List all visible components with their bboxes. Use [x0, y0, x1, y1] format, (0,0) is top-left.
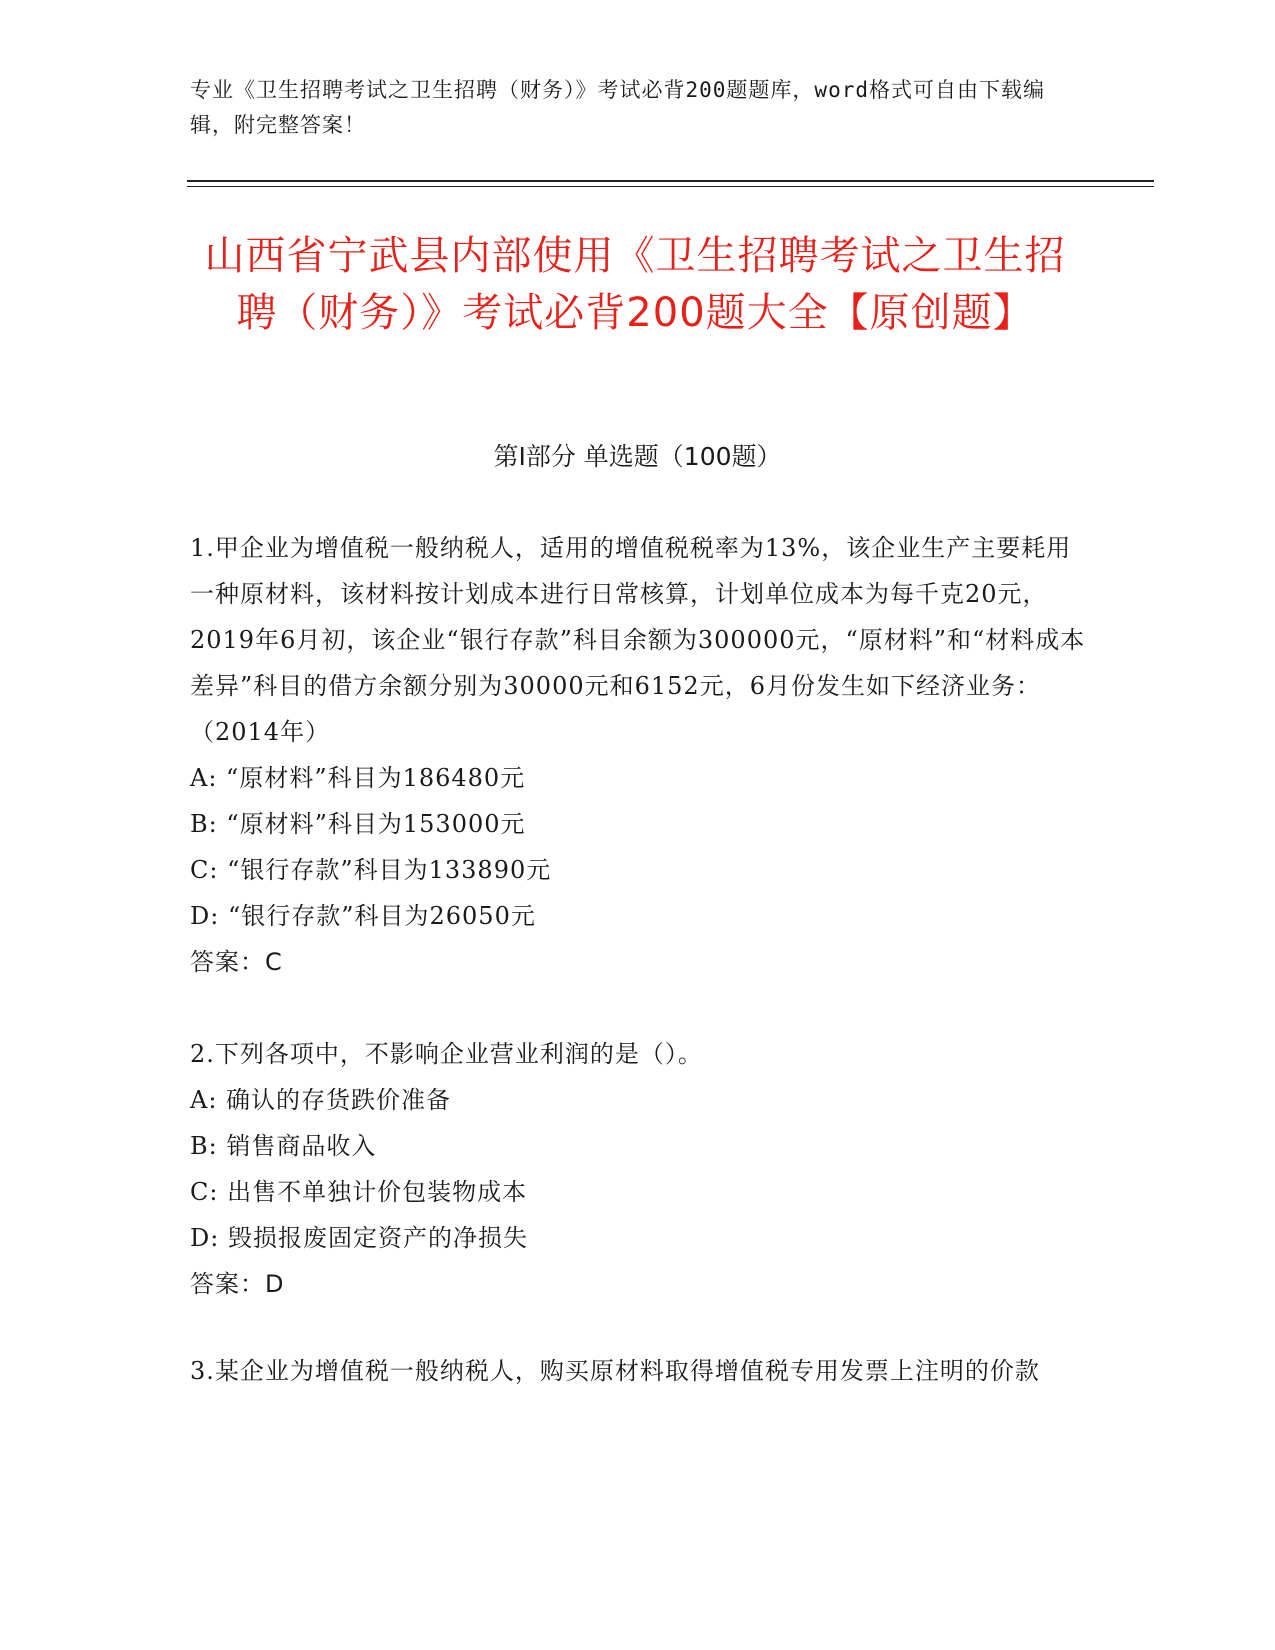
answer: 答案：D [190, 1270, 285, 1298]
option-d: D: “银行存款”科目为26050元 [190, 902, 536, 930]
answer: 答案：C [190, 948, 283, 976]
option-c: C: 出售不单独计价包装物成本 [190, 1178, 528, 1206]
question-3 [190, 1348, 1090, 1394]
section-heading: 第I部分 单选题（100题） [493, 442, 782, 471]
option-b: B: “原材料”科目为153000元 [190, 810, 526, 838]
header-divider-thick [187, 180, 1154, 182]
question-stem: 2.下列各项中，不影响企业营业利润的是（）。 [190, 1040, 703, 1068]
option-a: A: “原材料”科目为186480元 [190, 764, 526, 792]
option-d: D: 毁损报废固定资产的净损失 [190, 1224, 528, 1252]
option-b: B: 销售商品收入 [190, 1132, 377, 1160]
question-1 [190, 525, 1090, 985]
header-note: 专业《卫生招聘考试之卫生招聘（财务）》考试必背200题题库，word格式可自由下载编辑，附完整答案！ [190, 78, 1045, 137]
question-2 [190, 1031, 1090, 1307]
question-stem: 3.某企业为增值税一般纳税人，购买原材料取得增值税专用发票上注明的价款 [190, 1357, 1040, 1385]
document-title: 山西省宁武县内部使用《卫生招聘考试之卫生招聘（财务）》考试必背200题大全【原创题】 [204, 233, 1066, 336]
question-stem: 1.甲企业为增值税一般纳税人，适用的增值税税率为13%，该企业生产主要耗用一种原材料，该材料按计划成本进行日常核算，计划单位成本为每千克20元，2019年6月初，该企业“银行存款”科目余额为300000元，“原材料”和“材料成本差异”科目的借方余额分别为30000元和6152元，6月份发生如下经济业务：（2014年） [190, 534, 1086, 746]
option-c: C: “银行存款”科目为133890元 [190, 856, 552, 884]
option-a: A: 确认的存货跌价准备 [190, 1086, 452, 1114]
header-divider-thin [187, 186, 1154, 187]
